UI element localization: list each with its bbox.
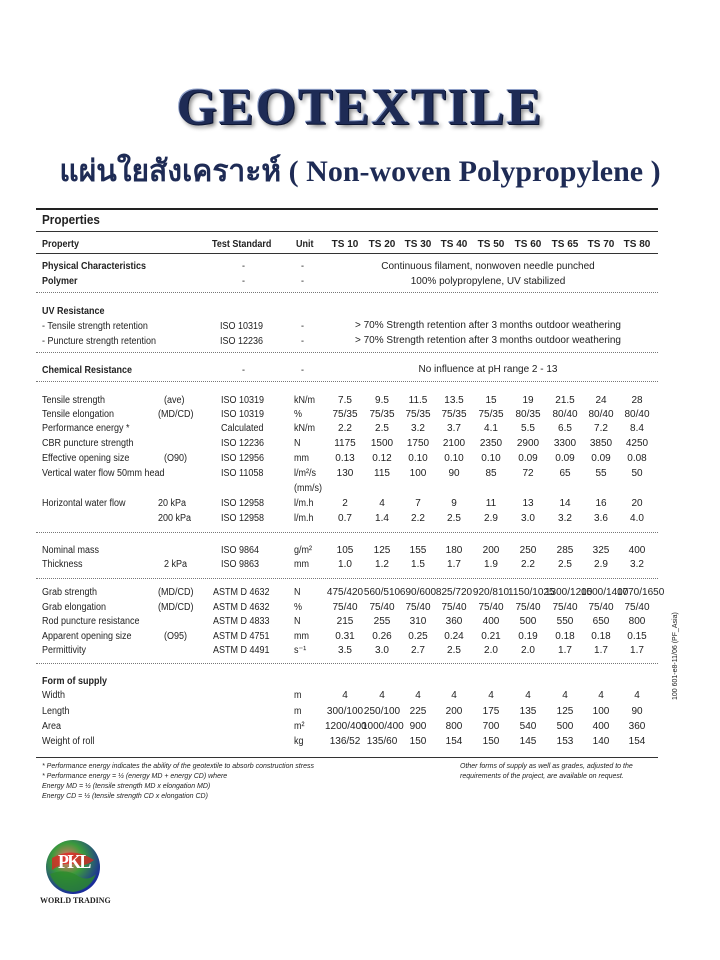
- row-value: 180: [445, 545, 463, 556]
- row-value: 0.21: [481, 631, 501, 642]
- row-value: 2.0: [521, 645, 535, 656]
- row-value: 75/35: [441, 409, 467, 420]
- supply-value: 1000/400: [362, 721, 404, 732]
- row-value: 1.7: [594, 645, 608, 656]
- row-value: 255: [373, 616, 391, 627]
- supply-value: 135: [519, 706, 537, 717]
- footnote-line: * Performance energy = ½ (energy MD + energy CD) where: [42, 773, 228, 780]
- supply-value: 4: [379, 690, 385, 701]
- row-value: 0.13: [335, 453, 355, 464]
- row-unit: %: [294, 409, 303, 420]
- row-value: 2: [342, 498, 348, 509]
- row-note: (O90): [164, 453, 188, 464]
- uv-puncture-value: > 70% Strength retention after 3 months outdoor weathering: [354, 335, 621, 346]
- row-label: Thickness: [42, 559, 83, 570]
- supply-value: 4: [488, 690, 494, 701]
- supply-value: 225: [409, 706, 427, 717]
- footnote-line: Energy CD = ½ (tensile strength CD x elongation CD): [42, 793, 208, 800]
- row-value: 310: [409, 616, 427, 627]
- row-value: 75/40: [624, 602, 650, 613]
- row-value: 325: [592, 545, 610, 556]
- row-value: 1.9: [484, 559, 498, 570]
- row-standard: ASTM D 4491: [213, 645, 270, 656]
- row-value: 75/40: [478, 602, 504, 613]
- row-value: 75/40: [588, 602, 614, 613]
- row-value: 75/40: [405, 602, 431, 613]
- divider: [36, 578, 658, 579]
- row-value: 75/35: [405, 409, 431, 420]
- supply-value: 4: [562, 690, 568, 701]
- row-value: 75/35: [478, 409, 504, 420]
- supply-value: 136/52: [329, 736, 361, 747]
- row-value: 0.10: [408, 453, 428, 464]
- polymer-unit: -: [301, 276, 305, 287]
- row-value: 550: [556, 616, 574, 627]
- logo-caption: WORLD TRADING: [40, 896, 111, 905]
- row-value: 0.09: [591, 453, 611, 464]
- row-value: 80/35: [515, 409, 541, 420]
- row-value: 75/35: [332, 409, 358, 420]
- row-value: 7.2: [594, 423, 608, 434]
- row-value: 2350: [479, 438, 503, 449]
- row-value: 0.18: [555, 631, 575, 642]
- footnote-line: Other forms of supply as well as grades, adjusted to the: [460, 763, 633, 770]
- row-value: 0.15: [627, 631, 647, 642]
- row-label: Horizontal water flow: [42, 498, 126, 509]
- row-value: 0.10: [481, 453, 501, 464]
- col-grade: TS 20: [368, 239, 396, 250]
- row-value: 1500/1400: [581, 587, 629, 598]
- supply-unit: m: [294, 690, 302, 701]
- row-label: Permittivity: [42, 645, 87, 656]
- row-value: 4.0: [630, 513, 644, 524]
- row-value: 500: [519, 616, 537, 627]
- row-standard: ISO 9864: [221, 545, 260, 556]
- row-value: 11: [485, 498, 497, 509]
- col-grade: TS 70: [587, 239, 615, 250]
- row-standard: ISO 12958: [221, 513, 265, 524]
- row-value: 19: [522, 395, 534, 406]
- supply-value: 154: [628, 736, 646, 747]
- row-value: 1500: [370, 438, 394, 449]
- row-value: 1750: [406, 438, 430, 449]
- row-label: Tensile strength: [42, 395, 106, 406]
- chemical-std: -: [242, 365, 246, 376]
- row-value: 130: [336, 468, 354, 479]
- supply-value: 4: [598, 690, 604, 701]
- row-value: 920/810: [472, 587, 510, 598]
- row-value: 0.18: [591, 631, 611, 642]
- row-value: 0.12: [372, 453, 392, 464]
- row-value: 13.5: [444, 395, 464, 406]
- row-standard: ISO 12956: [221, 453, 265, 464]
- row-value: 3.2: [630, 559, 644, 570]
- row-value: 0.7: [338, 513, 352, 524]
- row-value: 0.26: [372, 631, 392, 642]
- row-value: 1.0: [338, 559, 352, 570]
- row-value: 400: [628, 545, 646, 556]
- row-value: 24: [595, 395, 607, 406]
- row-value: 100: [409, 468, 427, 479]
- row-value: 825/720: [435, 587, 473, 598]
- physical-unit: -: [301, 261, 305, 272]
- row-standard: Calculated: [221, 423, 264, 434]
- row-value: 360: [445, 616, 463, 627]
- uv-puncture-std: ISO 12236: [220, 336, 264, 347]
- row-value: 1150/1025: [508, 587, 555, 598]
- uv-tensile-value: > 70% Strength retention after 3 months outdoor weathering: [354, 320, 621, 331]
- row-label: CBR puncture strength: [42, 438, 134, 449]
- divider: [36, 381, 658, 382]
- row-value: 0.09: [518, 453, 538, 464]
- page-title: GEOTEXTILE: [176, 79, 544, 136]
- header-top-rule: [36, 231, 658, 232]
- row-value: 1770/1650: [617, 587, 665, 598]
- row-standard: ASTM D 4833: [213, 616, 270, 627]
- row-value: 1.7: [447, 559, 461, 570]
- row-note: (ave): [164, 395, 185, 406]
- section-title: Properties: [42, 212, 100, 227]
- row-value: 2.5: [447, 645, 461, 656]
- supply-value: 153: [556, 736, 574, 747]
- supply-value: 800: [445, 721, 463, 732]
- row-value: 250: [519, 545, 537, 556]
- row-label: Apparent opening size: [42, 631, 132, 642]
- row-value: 3.6: [594, 513, 608, 524]
- divider: [36, 532, 658, 533]
- header-bottom-rule: [36, 253, 658, 254]
- supply-value: 4: [525, 690, 531, 701]
- row-value: 28: [631, 395, 643, 406]
- physical-label: Physical Characteristics: [42, 261, 147, 272]
- divider: [36, 292, 658, 293]
- row-value: 1.5: [411, 559, 425, 570]
- row-value: 3850: [589, 438, 613, 449]
- physical-value: Continuous filament, nonwoven needle punched: [381, 261, 595, 272]
- row-value: 16: [595, 498, 607, 509]
- row-value: 650: [592, 616, 610, 627]
- polymer-value: 100% polypropylene, UV stabilized: [410, 276, 566, 287]
- row-value: 105: [336, 545, 354, 556]
- row-unit: l/m.h: [294, 513, 314, 524]
- supply-value: 300/100: [326, 706, 364, 717]
- row-unit: mm: [294, 631, 310, 642]
- row-value: 215: [336, 616, 354, 627]
- row-unit: N: [294, 587, 301, 598]
- footnote-line: Energy MD = ½ (tensile strength MD x elongation MD): [42, 783, 211, 790]
- row-unit: kN/m: [294, 423, 316, 434]
- row-unit: l/m²/s: [294, 468, 317, 479]
- row-value: 14: [559, 498, 571, 509]
- footer-rule: [36, 757, 658, 758]
- row-value: 75/35: [369, 409, 395, 420]
- divider: [36, 352, 658, 353]
- supply-value: 100: [592, 706, 610, 717]
- supply-value: 400: [592, 721, 610, 732]
- physical-std: -: [242, 261, 246, 272]
- col-grade: TS 50: [477, 239, 505, 250]
- row-value: 1.7: [558, 645, 572, 656]
- row-value: 0.09: [555, 453, 575, 464]
- row-value: 1175: [334, 438, 356, 449]
- polymer-label: Polymer: [42, 276, 78, 287]
- col-grade: TS 65: [551, 239, 579, 250]
- uv-heading: UV Resistance: [42, 306, 105, 317]
- supply-unit: kg: [294, 736, 304, 747]
- top-rule: [36, 208, 658, 210]
- supply-value: 250/100: [363, 706, 401, 717]
- row-value: 3.0: [521, 513, 535, 524]
- row-value: 0.24: [444, 631, 464, 642]
- row-value: 8.4: [630, 423, 644, 434]
- supply-value: 540: [519, 721, 537, 732]
- row-unit: l/m.h: [294, 498, 314, 509]
- row-unit: N: [294, 438, 301, 449]
- row-value: 4.1: [484, 423, 498, 434]
- row-value: 2.2: [411, 513, 425, 524]
- row-note: (MD/CD): [158, 602, 194, 613]
- row-label: Rod puncture resistance: [42, 616, 140, 627]
- row-note: 20 kPa: [158, 498, 187, 509]
- col-grade: TS 80: [623, 239, 651, 250]
- row-value: 2900: [516, 438, 540, 449]
- supply-value: 154: [445, 736, 463, 747]
- supply-value: 140: [592, 736, 610, 747]
- row-value: 0.19: [518, 631, 538, 642]
- row-value: 20: [631, 498, 643, 509]
- col-grade: TS 30: [404, 239, 432, 250]
- row-value: 21.5: [555, 395, 575, 406]
- supply-value: 360: [628, 721, 646, 732]
- row-value: 800: [628, 616, 646, 627]
- supply-unit: m: [294, 706, 302, 717]
- row-value: 7: [415, 498, 421, 509]
- row-unit: mm: [294, 559, 310, 570]
- row-value: 7.5: [338, 395, 352, 406]
- supply-value: 500: [556, 721, 574, 732]
- page-subtitle: แผ่นใยสังเคราะห์ ( Non-woven Polypropylene ): [59, 155, 661, 188]
- row-value: 2.2: [521, 559, 535, 570]
- row-value: 75/40: [369, 602, 395, 613]
- row-value: 80/40: [552, 409, 578, 420]
- row-value: 3.0: [375, 645, 389, 656]
- row-value: 3300: [553, 438, 577, 449]
- row-value: 13: [522, 498, 534, 509]
- chemical-value: No influence at pH range 2 - 13: [418, 364, 558, 375]
- uv-tensile-unit: -: [301, 321, 305, 332]
- polymer-std: -: [242, 276, 246, 287]
- row-value: 3.5: [338, 645, 352, 656]
- row-unit: g/m²: [294, 545, 312, 556]
- row-value: 65: [559, 468, 571, 479]
- row-label: Effective opening size: [42, 453, 130, 464]
- row-value: 2.9: [484, 513, 498, 524]
- row-value: 1300/1200: [545, 587, 593, 598]
- supply-label: Area: [42, 721, 62, 732]
- row-value: 15: [485, 395, 497, 406]
- row-standard: ASTM D 4632: [213, 587, 270, 598]
- row-value: 2.7: [411, 645, 425, 656]
- row-value: 285: [556, 545, 574, 556]
- col-standard: Test Standard: [212, 239, 272, 250]
- row-standard: ISO 11058: [221, 468, 264, 479]
- row-note: (MD/CD): [158, 587, 194, 598]
- supply-value: 900: [409, 721, 427, 732]
- supply-label: Width: [42, 690, 66, 701]
- row-unit: N: [294, 616, 301, 627]
- row-value: 2.9: [594, 559, 608, 570]
- row-standard: ISO 9863: [221, 559, 260, 570]
- supply-heading: Form of supply: [42, 676, 108, 687]
- row-value: 6.5: [558, 423, 572, 434]
- supply-label: Weight of roll: [42, 736, 95, 747]
- row-value: 72: [522, 468, 534, 479]
- row-value: 3.2: [411, 423, 425, 434]
- supply-value: 4: [415, 690, 421, 701]
- supply-value: 125: [556, 706, 574, 717]
- row-value: 0.31: [335, 631, 355, 642]
- row-value: 560/510: [363, 587, 401, 598]
- row-note: 2 kPa: [164, 559, 188, 570]
- row-note: (O95): [164, 631, 188, 642]
- logo-letters: PKL: [58, 851, 90, 873]
- row-value: 50: [631, 468, 643, 479]
- supply-value: 135/60: [366, 736, 398, 747]
- row-value: 0.10: [444, 453, 464, 464]
- row-standard: ASTM D 4751: [213, 631, 270, 642]
- row-value: 200: [482, 545, 500, 556]
- row-unit: (mm/s): [294, 483, 322, 494]
- row-label: Grab elongation: [42, 602, 107, 613]
- row-value: 75/40: [552, 602, 578, 613]
- row-value: 0.08: [627, 453, 647, 464]
- footnote-line: * Performance energy indicates the ability of the geotextile to absorb construction stress: [42, 763, 314, 770]
- row-value: 75/40: [515, 602, 541, 613]
- row-unit: s⁻¹: [294, 645, 307, 656]
- row-value: 2.2: [338, 423, 352, 434]
- supply-value: 700: [482, 721, 500, 732]
- col-property: Property: [42, 239, 80, 250]
- row-value: 80/40: [624, 409, 650, 420]
- row-value: 2.5: [558, 559, 572, 570]
- row-label: Performance energy *: [42, 423, 130, 434]
- col-grade: TS 10: [331, 239, 359, 250]
- chemical-label: Chemical Resistance: [42, 365, 133, 376]
- row-note: 200 kPa: [158, 513, 192, 524]
- row-value: 400: [482, 616, 500, 627]
- col-grade: TS 40: [440, 239, 468, 250]
- row-label: Nominal mass: [42, 545, 100, 556]
- row-label: Grab strength: [42, 587, 98, 598]
- row-value: 475/420: [326, 587, 364, 598]
- row-label: Vertical water flow 50mm head: [42, 468, 165, 479]
- row-value: 3.2: [558, 513, 572, 524]
- supply-value: 150: [409, 736, 427, 747]
- uv-tensile-std: ISO 10319: [220, 321, 264, 332]
- row-value: 155: [409, 545, 427, 556]
- supply-value: 4: [451, 690, 457, 701]
- supply-label: Length: [42, 706, 70, 717]
- row-label: Tensile elongation: [42, 409, 115, 420]
- row-value: 4: [379, 498, 385, 509]
- uv-puncture-unit: -: [301, 336, 305, 347]
- row-value: 9.5: [375, 395, 389, 406]
- supply-value: 4: [634, 690, 640, 701]
- row-value: 80/40: [588, 409, 614, 420]
- supply-value: 145: [519, 736, 537, 747]
- row-value: 2.0: [484, 645, 498, 656]
- row-value: 690/600: [399, 587, 437, 598]
- uv-puncture-label: - Puncture strength retention: [42, 336, 157, 347]
- row-standard: ISO 12958: [221, 498, 265, 509]
- row-value: 125: [373, 545, 391, 556]
- col-grade: TS 60: [514, 239, 542, 250]
- row-value: 2.5: [375, 423, 389, 434]
- row-value: 4250: [625, 438, 649, 449]
- supply-unit: m²: [294, 721, 305, 732]
- row-unit: kN/m: [294, 395, 316, 406]
- row-value: 1.7: [630, 645, 644, 656]
- chemical-unit: -: [301, 365, 305, 376]
- row-standard: ISO 12236: [221, 438, 265, 449]
- row-value: 75/40: [441, 602, 467, 613]
- row-unit: %: [294, 602, 303, 613]
- row-note: (MD/CD): [158, 409, 194, 420]
- row-value: 75/40: [332, 602, 358, 613]
- row-unit: mm: [294, 453, 310, 464]
- supply-value: 200: [445, 706, 463, 717]
- row-value: 1.4: [375, 513, 389, 524]
- row-value: 55: [595, 468, 607, 479]
- col-unit: Unit: [296, 239, 314, 250]
- supply-value: 150: [482, 736, 500, 747]
- row-value: 85: [485, 468, 497, 479]
- supply-value: 4: [342, 690, 348, 701]
- row-standard: ASTM D 4632: [213, 602, 270, 613]
- row-value: 0.25: [408, 631, 428, 642]
- row-standard: ISO 10319: [221, 409, 265, 420]
- row-value: 3.7: [447, 423, 461, 434]
- uv-tensile-label: - Tensile strength retention: [42, 321, 148, 332]
- supply-value: 1200/400: [325, 721, 367, 732]
- row-value: 2100: [442, 438, 466, 449]
- row-value: 115: [374, 468, 390, 479]
- footnote-line: requirements of the project, are available on request.: [460, 773, 624, 780]
- row-standard: ISO 10319: [221, 395, 265, 406]
- row-value: 5.5: [521, 423, 535, 434]
- row-value: 90: [448, 468, 460, 479]
- row-value: 1.2: [375, 559, 389, 570]
- row-value: 9: [451, 498, 457, 509]
- document-code: 100 601-e8-11/06 (PF_Asia): [672, 612, 679, 700]
- row-value: 2.5: [447, 513, 461, 524]
- divider: [36, 663, 658, 664]
- supply-value: 90: [631, 706, 643, 717]
- supply-value: 175: [482, 706, 500, 717]
- row-value: 11.5: [408, 395, 428, 406]
